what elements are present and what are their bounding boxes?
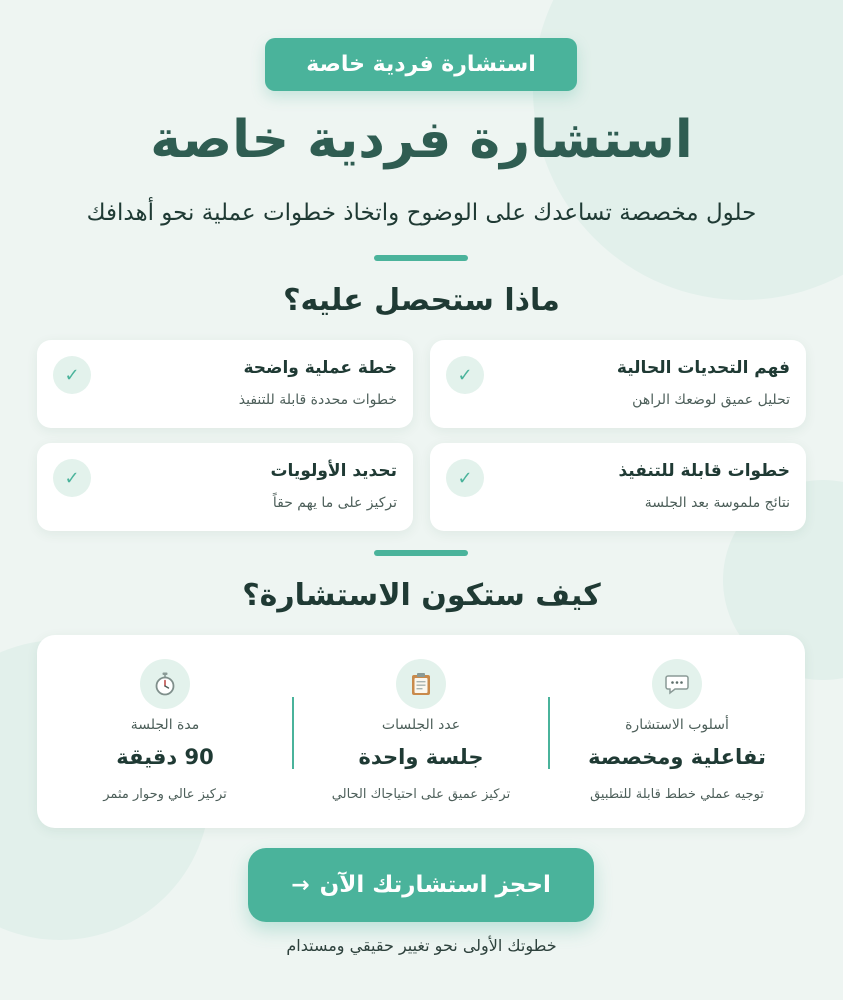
column-label: عدد الجلسات	[381, 717, 461, 733]
session-count-column	[293, 635, 549, 828]
header-badge: استشارة فردية خاصة	[265, 38, 577, 91]
section-divider	[374, 255, 468, 261]
consultation-details-card	[37, 635, 805, 828]
benefit-desc: تركيز على ما يهم حقاً	[272, 495, 397, 511]
benefit-desc: تحليل عميق لوضعك الراهن	[632, 392, 790, 408]
column-label: مدة الجلسة	[130, 717, 200, 733]
clipboard-icon	[396, 659, 446, 709]
column-value: جلسة واحدة	[358, 745, 484, 769]
benefit-card	[430, 340, 806, 428]
benefit-title: خطة عملية واضحة	[243, 358, 397, 378]
consultation-title: كيف ستكون الاستشارة؟	[242, 578, 601, 613]
column-value: تفاعلية ومخصصة	[588, 745, 766, 769]
cta-footnote: خطوتك الأولى نحو تغيير حقيقي ومستدام	[286, 936, 557, 955]
benefits-title: ماذا ستحصل عليه؟	[283, 283, 560, 318]
benefit-title: خطوات قابلة للتنفيذ	[618, 461, 790, 481]
check-icon: ✓	[446, 459, 484, 497]
page-title: استشارة فردية خاصة	[150, 110, 693, 170]
benefit-title: تحديد الأولويات	[270, 461, 397, 481]
book-consultation-button[interactable]	[248, 848, 594, 922]
book-button-label: احجز استشارتك الآن	[319, 872, 551, 898]
check-icon: ✓	[53, 356, 91, 394]
arrow-right-icon: →	[291, 872, 310, 898]
column-label: أسلوب الاستشارة	[625, 717, 729, 733]
benefit-title: فهم التحديات الحالية	[616, 358, 790, 378]
benefit-desc: نتائج ملموسة بعد الجلسة	[644, 495, 790, 511]
page-subtitle: حلول مخصصة تساعدك على الوضوح واتخاذ خطوات عملية نحو أهدافك	[86, 200, 757, 226]
column-note: توجيه عملي خطط قابلة للتطبيق	[590, 787, 764, 802]
benefit-desc: خطوات محددة قابلة للتنفيذ	[238, 392, 397, 408]
section-divider	[374, 550, 468, 556]
speech-bubble-icon	[652, 659, 702, 709]
check-icon: ✓	[53, 459, 91, 497]
check-icon: ✓	[446, 356, 484, 394]
column-note: تركيز عالي وحوار مثمر	[103, 787, 227, 802]
column-value: 90 دقيقة	[116, 745, 214, 769]
column-note: تركيز عميق على احتياجاك الحالي	[331, 787, 511, 802]
consultation-style-column	[549, 635, 805, 828]
benefit-card	[37, 443, 413, 531]
stopwatch-icon	[140, 659, 190, 709]
benefit-card	[430, 443, 806, 531]
benefit-card	[37, 340, 413, 428]
session-duration-column	[37, 635, 293, 828]
